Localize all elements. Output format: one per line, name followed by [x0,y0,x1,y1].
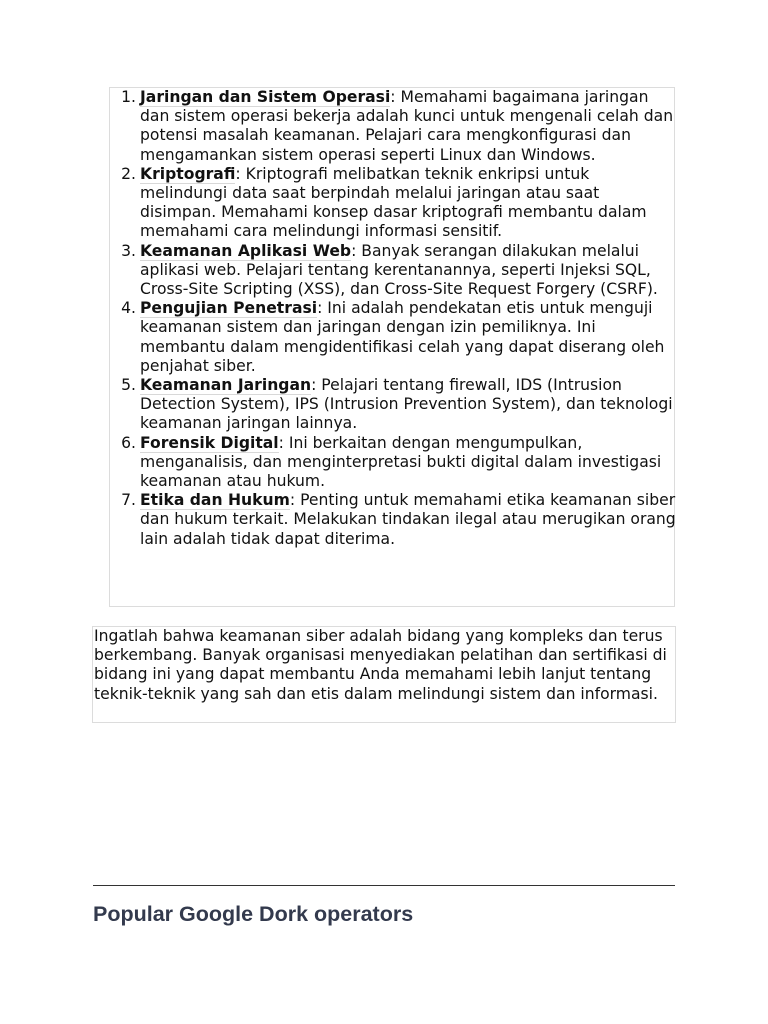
list-item-number: 2. [121,164,136,183]
list-item-number: 3. [121,241,136,260]
list-item [121,491,678,549]
list-item-number: 6. [121,433,136,452]
section-divider [93,885,675,886]
closing-paragraph-box [92,626,676,723]
list-item [121,433,678,492]
list-item [121,241,678,300]
list-item-title: Pengujian Penetrasi [140,299,318,318]
list-item [121,164,678,242]
list-item-title: Kriptografi [140,164,236,183]
list-item-text: : Penting untuk memahami etika keamanan siber dan hukum terkait. Melakukan tindakan ilegal atau merugikan orang lain adalah tidak dapat diterima. [140,491,676,548]
list-item-title: Jaringan dan Sistem Operasi [140,88,391,106]
list-item-number: 1. [121,88,136,106]
list-item-text: : Kriptografi melibatkan teknik enkripsi untuk melindungi data saat berpindah melalui jaringan atau saat disimpan. Memahami konsep dasar kriptografi membantu dalam memahami cara melindungi informasi sensitif. [140,164,647,241]
list-item-title: Forensik Digital [140,433,279,452]
list-item-title: Etika dan Hukum [140,491,290,510]
list-item-number: 5. [121,376,136,395]
closing-paragraph: Ingatlah bahwa keamanan siber adalah bidang yang kompleks dan terus berkembang. Banyak organisasi menyediakan pelatihan dan sertifikasi di bidang ini yang dapat membantu Anda memahami lebih lanjut tentang teknik-teknik yang sah dan etis dalam melindungi sistem dan informasi. [94,627,667,703]
list-item-text: : Memahami bagaimana jaringan dan sistem operasi bekerja adalah kunci untuk mengenali celah dan potensi masalah keamanan. Pelajari cara mengkonfigurasi dan mengamankan sistem operasi seperti Linux dan Windows. [140,88,674,164]
numbered-list [121,88,678,549]
list-item-text: : Banyak serangan dilakukan melalui aplikasi web. Pelajari tentang kerentanannya, seperti Injeksi SQL, Cross-Site Scripting (XSS), dan Cross-Site Request Forgery (CSRF). [140,241,658,299]
section-title: Popular Google Dork operators [93,902,414,926]
list-item-text: : Pelajari tentang firewall, IDS (Intrusion Detection System), IPS (Intrusion Prevention System), dan teknologi keamanan jaringan lainnya. [140,376,673,433]
list-item [121,376,678,434]
list-item-title: Keamanan Aplikasi Web [140,241,352,260]
list-item-number: 4. [121,299,136,318]
list-item-title: Keamanan Jaringan [140,376,312,395]
list-item-text: : Ini berkaitan dengan mengumpulkan, menganalisis, dan menginterpretasi bukti digital dalam investigasi keamanan atau hukum. [140,433,662,491]
list-item [121,299,678,376]
list-item-number: 7. [121,491,136,510]
list-item [121,88,678,165]
numbered-list-box [109,87,675,607]
list-item-text: : Ini adalah pendekatan etis untuk menguji keamanan sistem dan jaringan dengan izin pemiliknya. Ini membantu dalam mengidentifikasi celah yang dapat diserang oleh penjahat siber. [140,299,665,375]
